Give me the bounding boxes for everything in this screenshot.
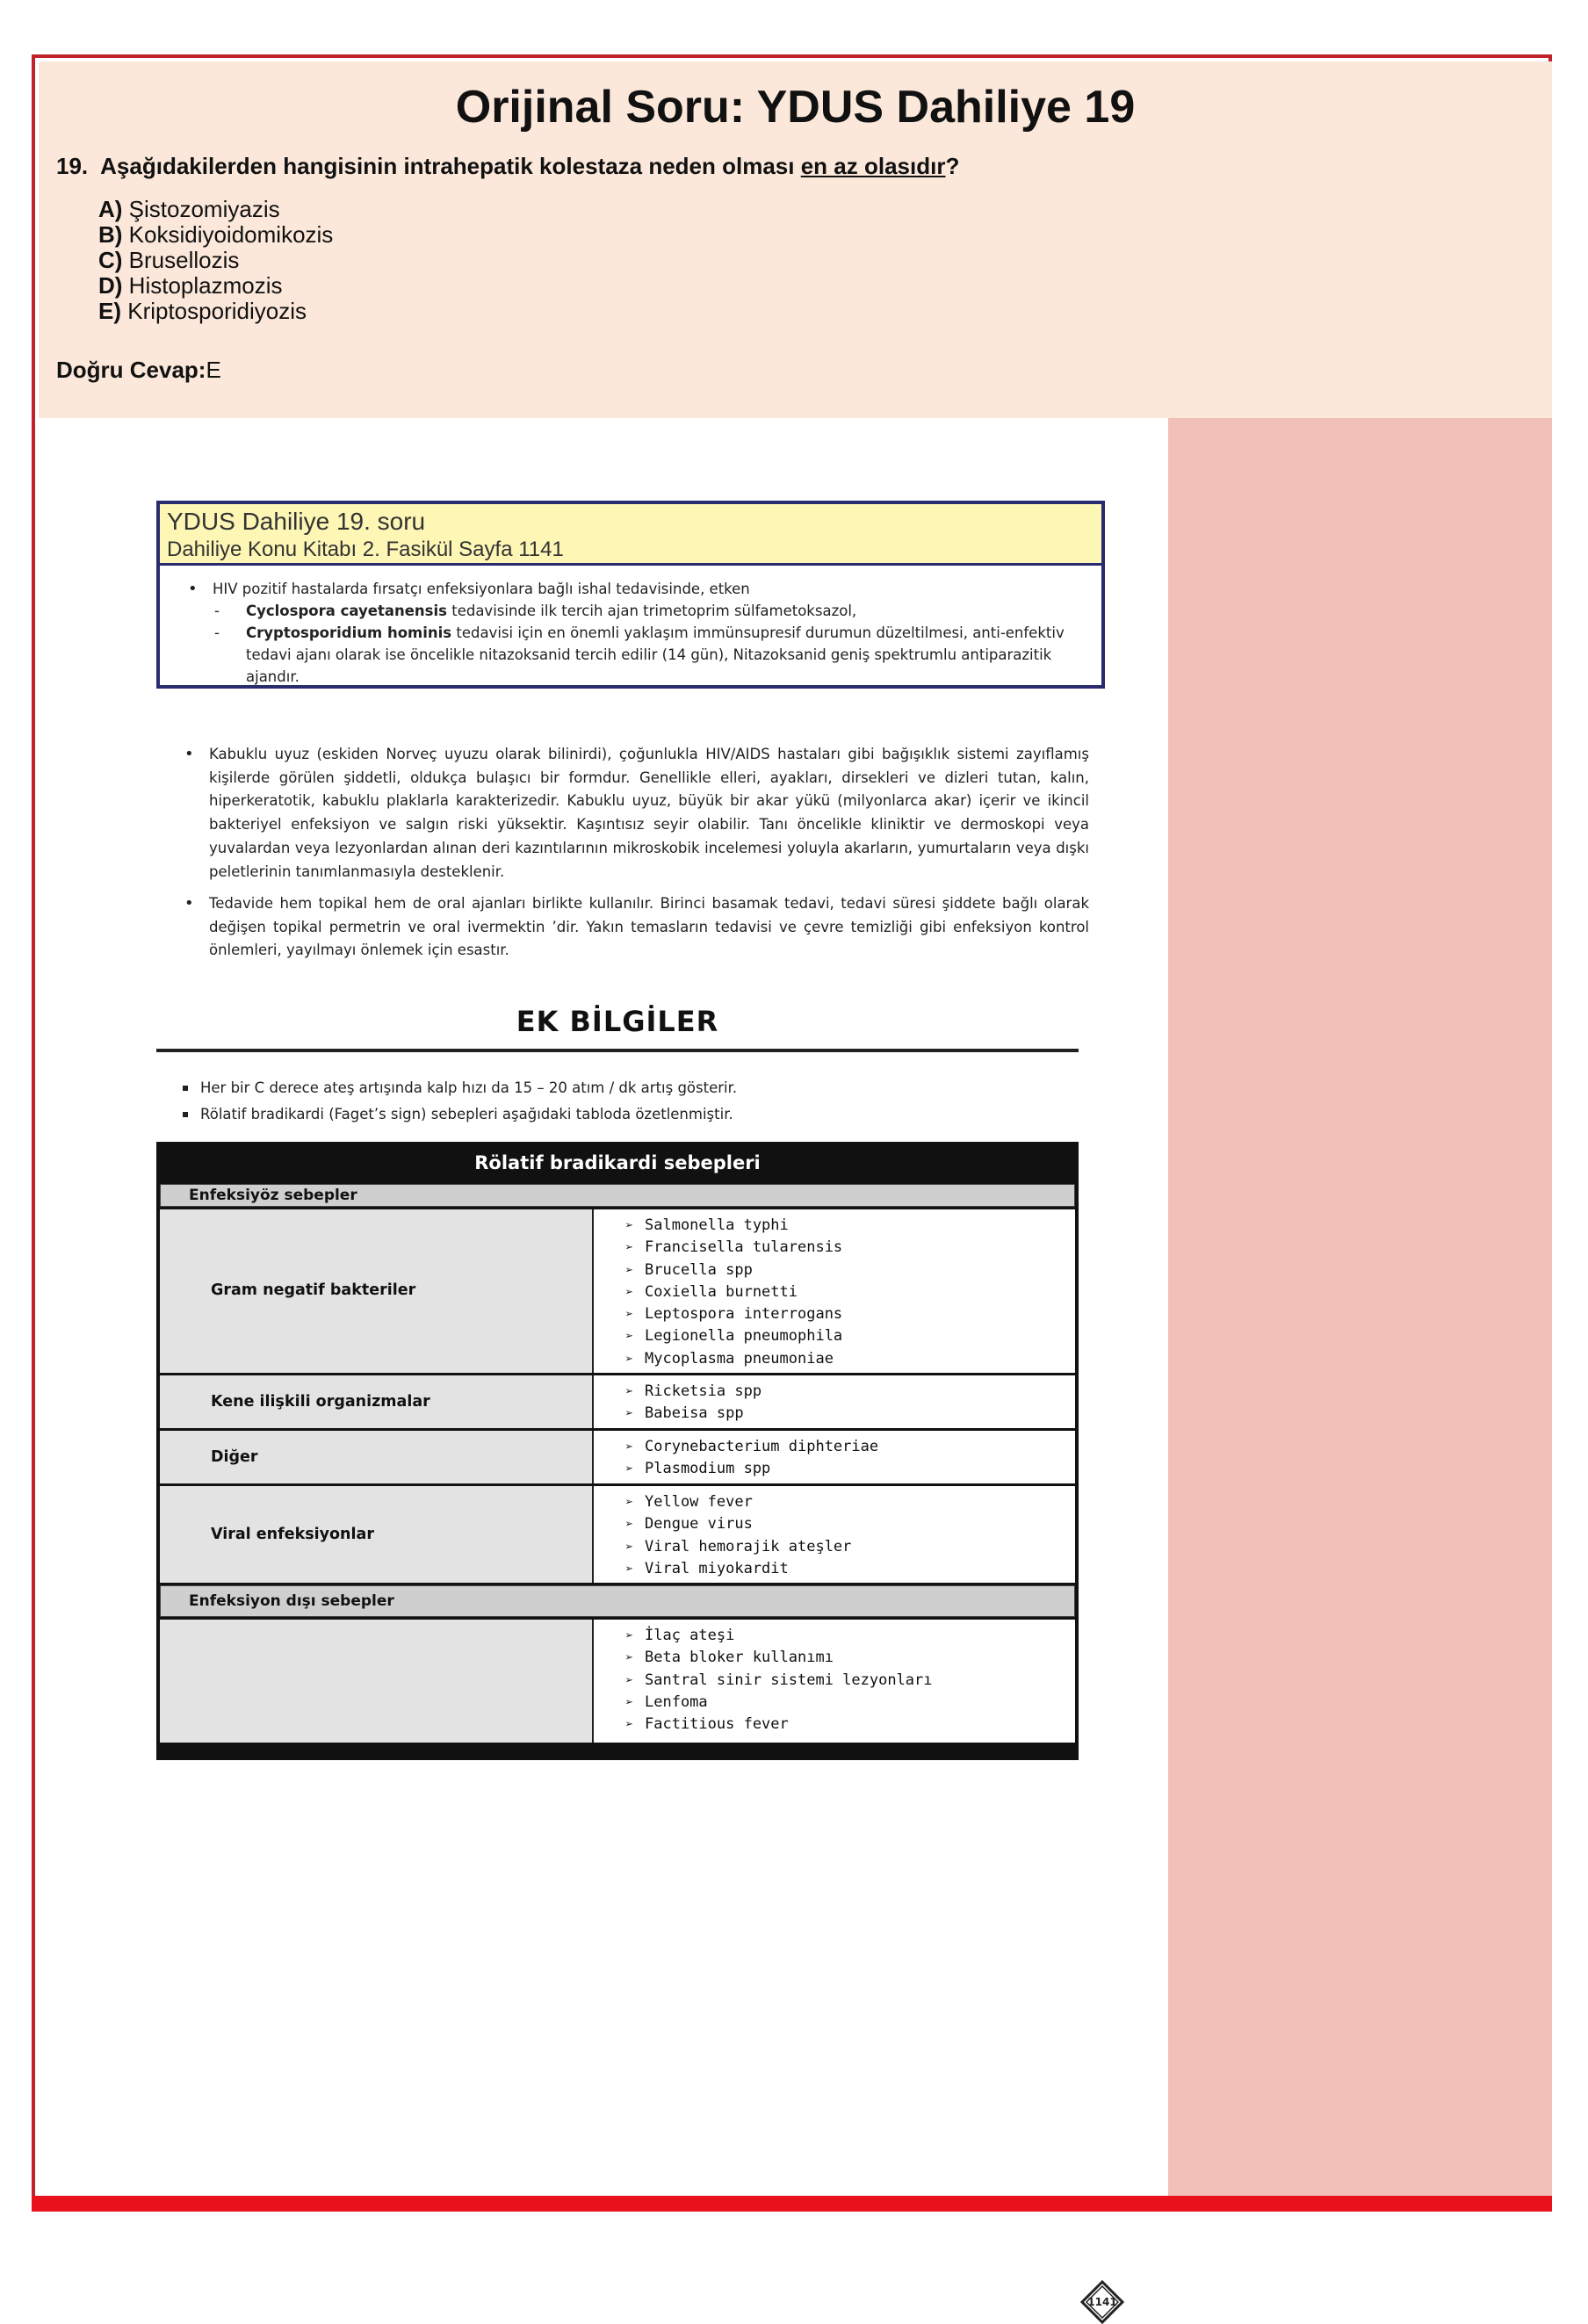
reference-dash-1 bbox=[179, 600, 1084, 622]
reference-box bbox=[156, 501, 1105, 689]
side-panel bbox=[1168, 418, 1552, 2205]
question-panel bbox=[39, 61, 1552, 418]
question-text bbox=[56, 153, 959, 180]
table-row bbox=[160, 1209, 1075, 1373]
organism-name: Cryptosporidium hominis bbox=[246, 624, 452, 641]
option-a bbox=[98, 197, 333, 222]
dash-text: tedavisi için en önemli yaklaşım immünsupresif durumun düzeltilmesi, anti-enfektiv tedavi ajanı olarak ise öncelikle nitazoksanid tercih edilir (14 gün), Nitazoksanid geniş spektrumlu antiparazitik ajandır. bbox=[246, 624, 1065, 685]
section-title: EK BİLGİLER bbox=[516, 1005, 719, 1038]
option-text: Şistozomiyazis bbox=[122, 196, 280, 222]
question-emphasis: en az olasıdır bbox=[800, 153, 946, 179]
option-text: Kriptosporidiyozis bbox=[121, 298, 307, 324]
list-item: ➢ Legionella pneumophila bbox=[625, 1325, 1075, 1347]
table-row bbox=[160, 1486, 1075, 1583]
list-item: ➢ Francisella tularensis bbox=[625, 1237, 1075, 1259]
bradycardia-table bbox=[156, 1142, 1079, 1760]
option-letter: B) bbox=[98, 221, 123, 248]
row-label-cell bbox=[160, 1209, 594, 1373]
row-label: Gram negatif bakteriler bbox=[211, 1281, 416, 1299]
list-item: ➢ Plasmodium spp bbox=[625, 1458, 1075, 1480]
option-e bbox=[98, 299, 333, 324]
section-divider bbox=[156, 1049, 1079, 1052]
list-item: ➢ Lenfoma bbox=[625, 1692, 1075, 1714]
option-d bbox=[98, 273, 333, 299]
question-mark: ? bbox=[945, 153, 960, 179]
row-label: Kene ilişkili organizmalar bbox=[211, 1393, 430, 1411]
row-label-cell bbox=[160, 1486, 594, 1583]
row-label: Viral enfeksiyonlar bbox=[211, 1526, 374, 1543]
option-letter: C) bbox=[98, 247, 123, 273]
list-item: ➢ Coxiella burnetti bbox=[625, 1281, 1075, 1303]
row-label: Diğer bbox=[211, 1448, 258, 1466]
list-item: ➢ Factitious fever bbox=[625, 1714, 1075, 1736]
row-label-cell bbox=[160, 1431, 594, 1483]
page-title: Orijinal Soru: YDUS Dahiliye 19 bbox=[455, 82, 1136, 133]
bottom-bar bbox=[32, 2196, 1552, 2212]
option-text: Histoplazmozis bbox=[122, 272, 283, 299]
paragraph-text: • Tedavide hem topikal hem de oral ajanları birlikte kullanılır. Birinci basamak tedavi, tedavi süresi şiddete bağlı olarak değişen topikal permetrin ve oral ivermektin ’dir. Yakın temasların tedavisi ve çevre temizliği gibi enfeksiyon kontrol önlemleri, yayılmayı önlemek için esastır. bbox=[184, 892, 1089, 963]
table-row bbox=[160, 1431, 1075, 1483]
list-item: ➢ Viral hemorajik ateşler bbox=[625, 1536, 1075, 1558]
paragraph-text: • Kabuklu uyuz (eskiden Norveç uyuzu olarak bilinirdi), çoğunlukla HIV/AIDS hastaları gibi bağışıklık sistemi zayıflamış kişilerde görülen şiddetli, oldukça bulaşıcı bir formdur. Genellikle elleri, ayakları, dirsekleri ve dizleri tutan, kalın, hiperkeratotik, kabuklu plaklarla karakterizedir. Kabuklu uyuz, büyük bir akar yükü (milyonlarca akar) içerir ve ikincil bakteriyel enfeksiyon ve salgın riski yüksektir. Kaşıntısız seyir olabilir. Tanı öncelikle kliniktir ve dermoskopi veya yuvalardan veya lezyonlardan alınan deri kazıntılarının mikroskobik incelemesi yoluyla akarların, yumurtaların veya dışkı peletlerinin tanımlanmasıyla desteklenir. bbox=[184, 743, 1089, 884]
list-item: ➢ Corynebacterium diphteriae bbox=[625, 1436, 1075, 1458]
paragraph-1 bbox=[184, 743, 1089, 884]
reference-dash-2 bbox=[179, 622, 1084, 688]
option-text: Koksidiyoidomikozis bbox=[122, 221, 334, 248]
list-item: ➢ Leptospora interrogans bbox=[625, 1303, 1075, 1325]
list-item: ➢ Viral miyokardit bbox=[625, 1558, 1075, 1580]
reference-bullet: • HIV pozitif hastalarda fırsatçı enfeksiyonlara bağlı ishal tedavisinde, etken bbox=[179, 578, 1084, 600]
dash-text: tedavisinde ilk tercih ajan trimetoprim sülfametoksazol, bbox=[446, 603, 857, 619]
option-text: Brusellozis bbox=[122, 247, 240, 273]
row-label-cell bbox=[160, 1375, 594, 1428]
organism-name: Cyclospora cayetanensis bbox=[246, 603, 447, 619]
list-item: ➢ Salmonella typhi bbox=[625, 1215, 1075, 1237]
option-letter: A) bbox=[98, 196, 123, 222]
question-number: 19. bbox=[56, 153, 89, 179]
list-item: ➢ Santral sinir sistemi lezyonları bbox=[625, 1670, 1075, 1692]
option-letter: D) bbox=[98, 272, 123, 299]
row-items-cell bbox=[594, 1431, 1075, 1483]
answer-label: Doğru Cevap: bbox=[56, 357, 206, 383]
page-number: 1141 bbox=[1087, 2296, 1117, 2308]
reference-header bbox=[160, 504, 1101, 566]
table-row bbox=[160, 1375, 1075, 1428]
reference-subtitle: Dahiliye Konu Kitabı 2. Fasikül Sayfa 1141 bbox=[167, 538, 564, 561]
list-item: ➢ Mycoplasma pneumoniae bbox=[625, 1348, 1075, 1370]
table-title: Rölatif bradikardi sebepleri bbox=[474, 1152, 761, 1173]
list-item: ➢ İlaç ateşi bbox=[625, 1625, 1075, 1647]
list-item: ➢ Babeisa spp bbox=[625, 1403, 1075, 1425]
table-section-infectious: Enfeksiyöz sebepler bbox=[160, 1184, 1075, 1207]
row-items-cell bbox=[594, 1620, 1075, 1743]
paragraph-2 bbox=[184, 892, 1089, 963]
row-items-cell bbox=[594, 1375, 1075, 1428]
ek-list bbox=[183, 1075, 737, 1128]
page-frame bbox=[32, 54, 1552, 2308]
ek-item: Her bir C derece ateş artışında kalp hızı da 15 – 20 atım / dk artış gösterir. bbox=[183, 1075, 737, 1101]
table-row bbox=[160, 1620, 1075, 1743]
list-item: ➢ Dengue virus bbox=[625, 1513, 1075, 1535]
list-item: ➢ Brucella spp bbox=[625, 1259, 1075, 1281]
reference-content bbox=[179, 578, 1084, 688]
row-items-cell bbox=[594, 1486, 1075, 1583]
ek-item: Rölatif bradikardi (Faget’s sign) sebepleri aşağıdaki tabloda özetlenmiştir. bbox=[183, 1101, 737, 1128]
option-c bbox=[98, 248, 333, 273]
page-number-badge bbox=[1080, 2280, 1124, 2324]
answer-value: E bbox=[206, 357, 221, 383]
option-b bbox=[98, 222, 333, 248]
question-body: Aşağıdakilerden hangisinin intrahepatik kolestaza neden olması bbox=[100, 153, 801, 179]
table-section-noninfectious: Enfeksiyon dışı sebepler bbox=[160, 1585, 1075, 1617]
list-item: ➢ Ricketsia spp bbox=[625, 1381, 1075, 1403]
list-item: ➢ Yellow fever bbox=[625, 1491, 1075, 1513]
answer-options bbox=[98, 197, 333, 324]
row-items-cell bbox=[594, 1209, 1075, 1373]
option-letter: E) bbox=[98, 298, 121, 324]
correct-answer bbox=[56, 357, 221, 384]
row-label-cell bbox=[160, 1620, 594, 1743]
reference-title: YDUS Dahiliye 19. soru bbox=[167, 508, 426, 535]
list-item: ➢ Beta bloker kullanımı bbox=[625, 1647, 1075, 1669]
